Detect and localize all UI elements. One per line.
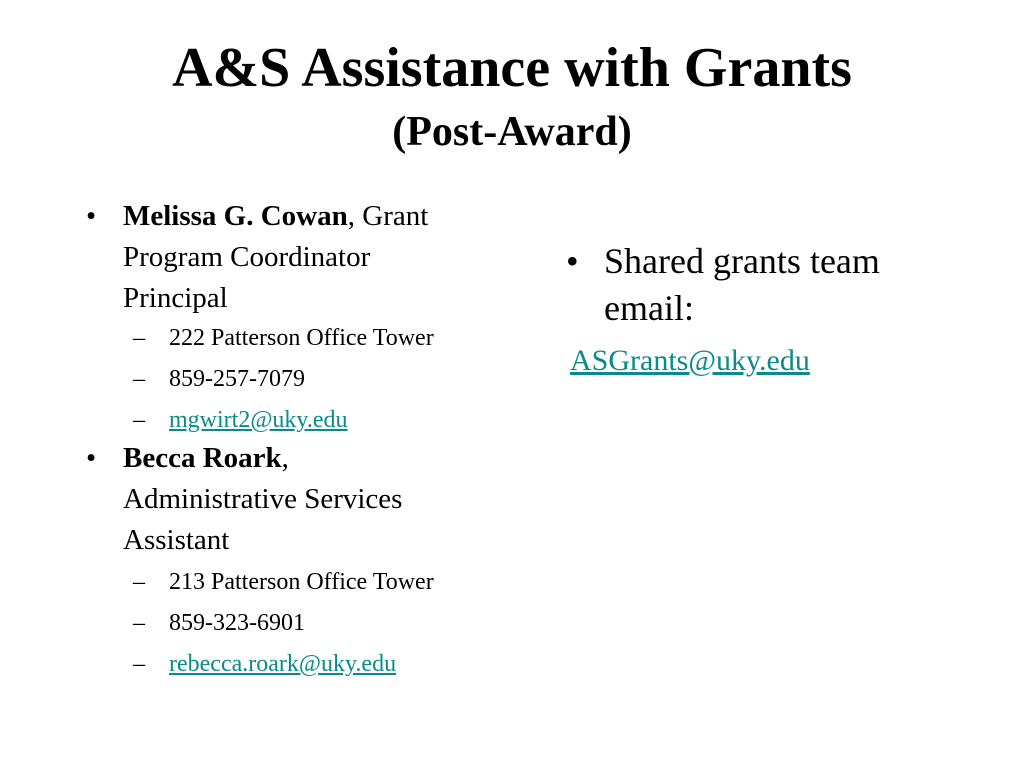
- contact-name: Becca Roark: [123, 442, 282, 474]
- contact-description: [123, 438, 402, 561]
- shared-email-label: [604, 238, 944, 332]
- contact-role-line: Assistant: [123, 524, 230, 556]
- slide-subtitle: (Post-Award): [392, 109, 632, 155]
- contact-role-line: Principal: [123, 282, 228, 314]
- dash-glyph: –: [133, 610, 145, 636]
- contact-role-line: Program Coordinator: [123, 241, 371, 273]
- contact-email-link[interactable]: mgwirt2@uky.edu: [169, 407, 348, 433]
- contact-name: Melissa G. Cowan: [123, 200, 348, 232]
- slide-title: A&S Assistance with Grants: [172, 37, 852, 99]
- contact-role-line: , Grant: [347, 200, 429, 232]
- contact-email-link[interactable]: rebecca.roark@uky.edu: [169, 651, 397, 677]
- contact-description: [123, 196, 428, 319]
- dash-glyph: –: [133, 407, 145, 433]
- contact-role-line: Administrative Services: [123, 483, 403, 515]
- contact-role-line: ,: [281, 442, 289, 474]
- dash-glyph: –: [133, 325, 145, 351]
- bullet-glyph: •: [86, 200, 97, 232]
- dash-glyph: –: [133, 569, 145, 595]
- bullet-glyph: •: [566, 241, 579, 281]
- dash-glyph: –: [133, 651, 145, 677]
- contact-bullet: [86, 196, 506, 319]
- shared-email-link[interactable]: ASGrants@uky.edu: [570, 344, 810, 377]
- contact-office: 213 Patterson Office Tower: [169, 569, 434, 595]
- dash-glyph: –: [133, 366, 145, 392]
- shared-email-label-line: Shared grants team: [604, 241, 880, 281]
- contact-phone: 859-257-7079: [169, 366, 305, 392]
- contact-bullet: [86, 438, 506, 561]
- bullet-glyph: •: [86, 442, 97, 474]
- shared-email-label-line: email:: [604, 288, 694, 328]
- contact-office: 222 Patterson Office Tower: [169, 325, 434, 351]
- contact-phone: 859-323-6901: [169, 610, 305, 636]
